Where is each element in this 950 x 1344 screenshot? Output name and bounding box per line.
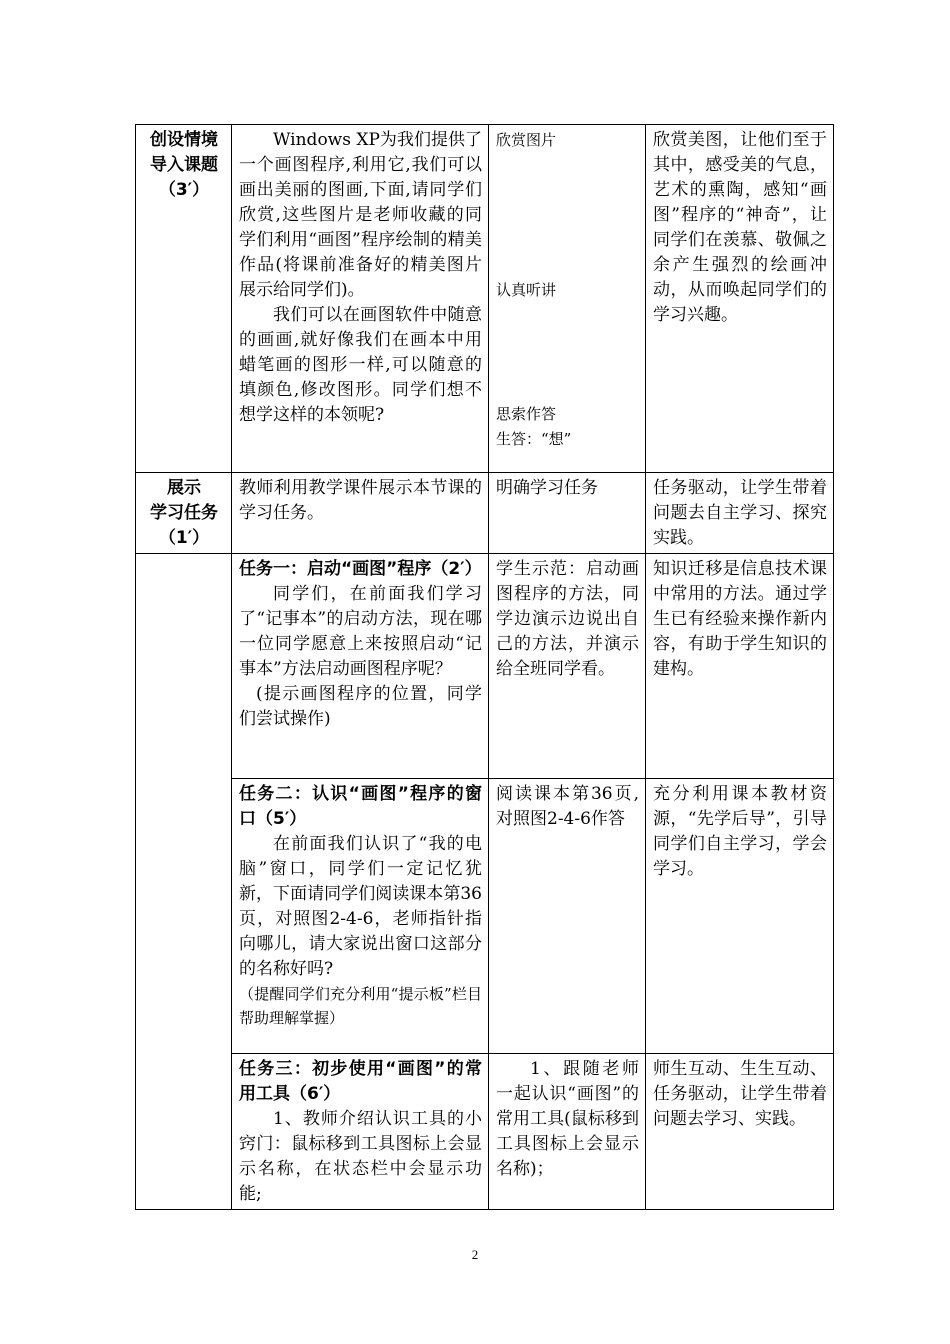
stage-label: 导入课题 (150, 155, 218, 175)
student-activity-cell (489, 125, 646, 473)
design-intent-cell (646, 554, 834, 779)
teacher-activity-cell (232, 554, 489, 779)
design-intent: 师生互动、生生互动、任务驱动，让学生带着问题去学习、实践。 (653, 1059, 827, 1129)
student-activity-cell (489, 473, 646, 554)
stage-cell-display (136, 473, 232, 554)
teacher-paragraph: Windows XP为我们提供了一个画图程序,利用它,我们可以画出美丽的图画,下面,请同学们欣赏,这些图片是老师收藏的同学们利用“画图”程序绘制的精美作品(将课前准备好的精美图片展示给同学们)。 (239, 130, 482, 300)
student-activity: 思索作答 (496, 405, 557, 423)
teacher-paragraph: 教师利用教学课件展示本节课的学习任务。 (239, 478, 482, 523)
student-activity: 阅读课本第36页,对照图2-4-6作答 (496, 784, 639, 829)
design-intent-cell (646, 779, 834, 1054)
stage-time: （1′） (158, 528, 210, 548)
teacher-activity-cell (232, 1054, 489, 1210)
teacher-note: （提醒同学们充分利用“提示板”栏目帮助理解掌握） (239, 985, 482, 1027)
design-intent: 任务驱动，让学生带着问题去自主学习、探究实践。 (653, 478, 827, 548)
design-intent: 充分利用课本教材资源，“先学后导”，引导同学们自主学习，学会学习。 (653, 784, 827, 879)
student-activity: 1、跟随老师一起认识“画图”的常用工具(鼠标移到工具图标上会显示名称)； (496, 1059, 639, 1179)
teacher-activity-cell (232, 125, 489, 473)
student-activity: 认真听讲 (496, 281, 557, 299)
stage-cell-task-driven (136, 554, 232, 1210)
table-row-task3 (136, 1054, 834, 1210)
teacher-paragraph: 同学们，在前面我们学习了“记事本”的启动方法，现在哪一位同学愿意上来按照启动“记事本”方法启动画图程序呢？ (239, 584, 482, 679)
design-intent-cell (646, 473, 834, 554)
table-row-task-display (136, 473, 834, 554)
teacher-paragraph: 在前面我们认识了“我的电脑”窗口，同学们一定记忆犹新，下面请同学们阅读课本第36页，对照图2-4-6，老师指针指向哪儿，请大家说出窗口这部分的名称好吗? (239, 834, 482, 979)
stage-label: 展示 (167, 478, 201, 498)
design-intent-cell (646, 125, 834, 473)
student-activity-cell (489, 554, 646, 779)
table-row-task2 (136, 779, 834, 1054)
task-title: 任务三：初步使用“画图”的常用工具（6′） (239, 1059, 482, 1104)
student-activity: 明确学习任务 (496, 478, 598, 498)
student-activity-cell (489, 779, 646, 1054)
stage-cell-intro (136, 125, 232, 473)
design-intent: 欣赏美图，让他们至于其中，感受美的气息，艺术的熏陶，感知“画图”程序的“神奇”，让同学们在羡慕、敬佩之余产生强烈的绘画冲动，从而唤起同学们的学习兴趣。 (653, 130, 827, 325)
task-title: 任务二：认识“画图”程序的窗口（5′） (239, 784, 482, 829)
design-intent-cell (646, 1054, 834, 1210)
table-row-intro (136, 125, 834, 473)
student-activity: 生答：“想” (496, 430, 572, 448)
teacher-activity-cell (232, 473, 489, 554)
design-intent: 知识迁移是信息技术课中常用的方法。通过学生已有经验来操作新内容，有助于学生知识的建构。 (653, 559, 827, 679)
table-row-task1 (136, 554, 834, 779)
teacher-paragraph: 我们可以在画图软件中随意的画画,就好像我们在画本中用蜡笔画的图形一样,可以随意的填颜色,修改图形。同学们想不想学这样的本领呢? (239, 305, 482, 425)
teacher-note: (提示画图程序的位置，同学们尝试操作) (239, 684, 482, 729)
teacher-paragraph: 1、教师介绍认识工具的小窍门：鼠标移到工具图标上会显示名称，在状态栏中会显示功能; (239, 1109, 482, 1204)
stage-time: （3′） (158, 180, 210, 200)
student-activity-cell (489, 1054, 646, 1210)
task-title: 任务一：启动“画图”程序（2′） (239, 559, 482, 579)
stage-label: 学习任务 (150, 503, 218, 523)
stage-label: 创设情境 (150, 130, 218, 150)
student-activity: 学生示范：启动画图程序的方法，同学边演示边说出自己的方法，并演示给全班同学看。 (496, 559, 639, 679)
teacher-activity-cell (232, 779, 489, 1054)
page-number: 2 (471, 1247, 479, 1262)
lesson-plan-table (135, 124, 834, 1210)
student-activity: 欣赏图片 (496, 131, 557, 149)
